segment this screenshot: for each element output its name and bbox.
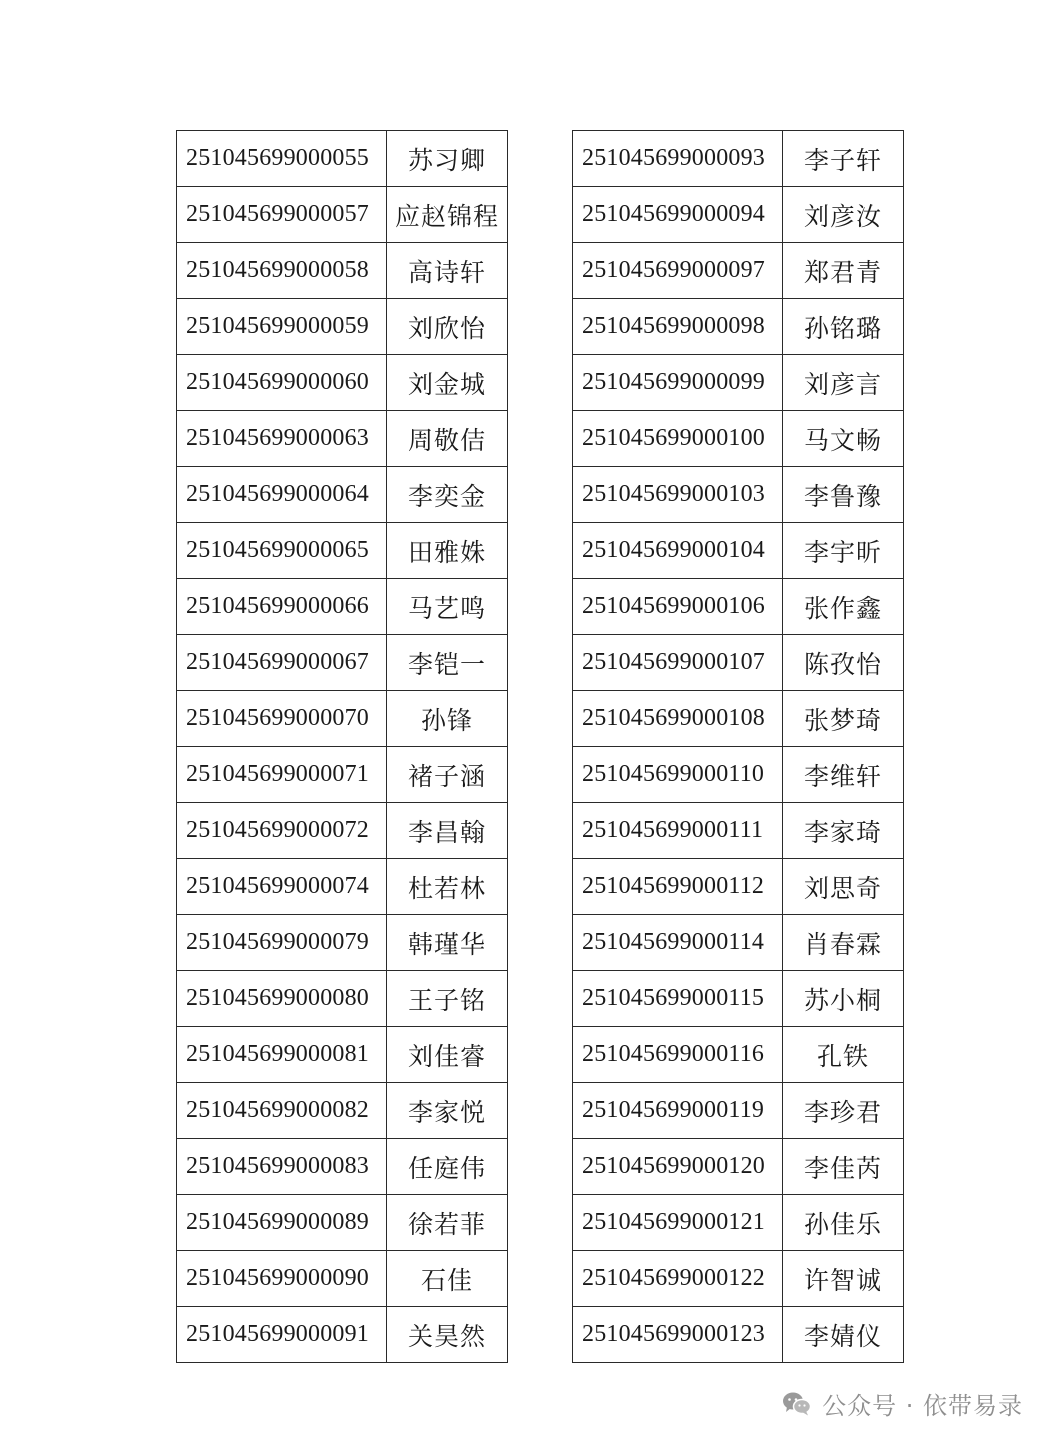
student-name-cell: 苏小桐 [783, 971, 904, 1027]
table-row [177, 1027, 508, 1083]
student-name-cell: 李珍君 [783, 1083, 904, 1139]
student-name-cell: 李佳芮 [783, 1139, 904, 1195]
student-name-cell: 李昌翰 [387, 803, 508, 859]
registration-number-cell: 251045699000072 [177, 803, 387, 859]
registration-number-cell: 251045699000123 [573, 1307, 783, 1363]
student-name-cell: 马文畅 [783, 411, 904, 467]
table-row [177, 411, 508, 467]
registration-number-cell: 251045699000081 [177, 1027, 387, 1083]
registration-number-cell: 251045699000108 [573, 691, 783, 747]
table-row [177, 859, 508, 915]
student-name-cell: 李奕金 [387, 467, 508, 523]
registration-number-cell: 251045699000064 [177, 467, 387, 523]
table-row [177, 803, 508, 859]
registration-number-cell: 251045699000071 [177, 747, 387, 803]
table-row [573, 1027, 904, 1083]
student-name-cell: 应赵锦程 [387, 187, 508, 243]
table-row [177, 579, 508, 635]
table-row [573, 1083, 904, 1139]
table-row [177, 299, 508, 355]
table-row [177, 1307, 508, 1363]
student-name-cell: 李子轩 [783, 131, 904, 187]
registration-number-cell: 251045699000063 [177, 411, 387, 467]
table-row [573, 299, 904, 355]
student-name-cell: 张作鑫 [783, 579, 904, 635]
table-row [573, 971, 904, 1027]
student-name-cell: 刘彦言 [783, 355, 904, 411]
student-name-cell: 马艺鸣 [387, 579, 508, 635]
registration-number-cell: 251045699000100 [573, 411, 783, 467]
student-name-cell: 陈孜怡 [783, 635, 904, 691]
registration-number-cell: 251045699000074 [177, 859, 387, 915]
table-row [573, 467, 904, 523]
watermark-text: 公众号 · 依带易录 [822, 1392, 1023, 1420]
student-name-cell: 关昊然 [387, 1307, 508, 1363]
student-name-cell: 石佳 [387, 1251, 508, 1307]
student-name-cell: 许智诚 [783, 1251, 904, 1307]
registration-number-cell: 251045699000120 [573, 1139, 783, 1195]
student-name-cell: 张梦琦 [783, 691, 904, 747]
registration-number-cell: 251045699000090 [177, 1251, 387, 1307]
student-name-cell: 刘思奇 [783, 859, 904, 915]
table-row [177, 1083, 508, 1139]
student-name-cell: 韩瑾华 [387, 915, 508, 971]
registration-number-cell: 251045699000089 [177, 1195, 387, 1251]
registration-number-cell: 251045699000099 [573, 355, 783, 411]
table-row [573, 747, 904, 803]
student-name-cell: 杜若林 [387, 859, 508, 915]
student-name-cell: 李铠一 [387, 635, 508, 691]
registration-number-cell: 251045699000097 [573, 243, 783, 299]
registration-number-cell: 251045699000067 [177, 635, 387, 691]
table-row [177, 467, 508, 523]
registration-number-cell: 251045699000110 [573, 747, 783, 803]
roster-table-right [572, 130, 904, 1363]
table-row [573, 803, 904, 859]
table-row [573, 411, 904, 467]
table-row [177, 915, 508, 971]
registration-number-cell: 251045699000115 [573, 971, 783, 1027]
registration-number-cell: 251045699000059 [177, 299, 387, 355]
table-row [573, 915, 904, 971]
registration-number-cell: 251045699000091 [177, 1307, 387, 1363]
student-name-cell: 刘彦汝 [783, 187, 904, 243]
table-row [573, 1195, 904, 1251]
student-name-cell: 苏习卿 [387, 131, 508, 187]
registration-number-cell: 251045699000116 [573, 1027, 783, 1083]
table-row [177, 187, 508, 243]
student-name-cell: 高诗轩 [387, 243, 508, 299]
registration-number-cell: 251045699000083 [177, 1139, 387, 1195]
registration-number-cell: 251045699000112 [573, 859, 783, 915]
student-name-cell: 孙佳乐 [783, 1195, 904, 1251]
table-row [177, 635, 508, 691]
student-name-cell: 褚子涵 [387, 747, 508, 803]
registration-number-cell: 251045699000104 [573, 523, 783, 579]
table-row [177, 523, 508, 579]
registration-number-cell: 251045699000079 [177, 915, 387, 971]
registration-number-cell: 251045699000119 [573, 1083, 783, 1139]
registration-number-cell: 251045699000070 [177, 691, 387, 747]
student-name-cell: 任庭伟 [387, 1139, 508, 1195]
student-name-cell: 李家悦 [387, 1083, 508, 1139]
registration-number-cell: 251045699000060 [177, 355, 387, 411]
registration-number-cell: 251045699000082 [177, 1083, 387, 1139]
student-name-cell: 孔铁 [783, 1027, 904, 1083]
student-name-cell: 李婧仪 [783, 1307, 904, 1363]
table-row [177, 355, 508, 411]
table-row [177, 1139, 508, 1195]
student-name-cell: 王子铭 [387, 971, 508, 1027]
student-name-cell: 田雅姝 [387, 523, 508, 579]
table-row [573, 859, 904, 915]
table-row [573, 187, 904, 243]
table-row [177, 1251, 508, 1307]
table-row [573, 1307, 904, 1363]
student-name-cell: 刘金城 [387, 355, 508, 411]
student-name-cell: 孙铭璐 [783, 299, 904, 355]
registration-number-cell: 251045699000093 [573, 131, 783, 187]
registration-number-cell: 251045699000066 [177, 579, 387, 635]
student-name-cell: 周敬佶 [387, 411, 508, 467]
registration-number-cell: 251045699000057 [177, 187, 387, 243]
table-row [573, 635, 904, 691]
student-name-cell: 郑君青 [783, 243, 904, 299]
table-row [177, 691, 508, 747]
registration-number-cell: 251045699000111 [573, 803, 783, 859]
wechat-icon [782, 1391, 812, 1417]
table-row [573, 355, 904, 411]
table-row [573, 691, 904, 747]
registration-number-cell: 251045699000094 [573, 187, 783, 243]
student-name-cell: 李鲁豫 [783, 467, 904, 523]
student-name-cell: 肖春霖 [783, 915, 904, 971]
registration-number-cell: 251045699000080 [177, 971, 387, 1027]
table-row [177, 971, 508, 1027]
watermark [782, 1386, 1023, 1421]
registration-number-cell: 251045699000114 [573, 915, 783, 971]
student-name-cell: 刘欣怡 [387, 299, 508, 355]
table-row [573, 1139, 904, 1195]
table-row [177, 131, 508, 187]
table-row [177, 747, 508, 803]
student-name-cell: 孙锋 [387, 691, 508, 747]
registration-number-cell: 251045699000055 [177, 131, 387, 187]
registration-number-cell: 251045699000121 [573, 1195, 783, 1251]
table-row [177, 243, 508, 299]
registration-number-cell: 251045699000106 [573, 579, 783, 635]
table-row [573, 243, 904, 299]
registration-number-cell: 251045699000103 [573, 467, 783, 523]
registration-number-cell: 251045699000065 [177, 523, 387, 579]
student-name-cell: 李宇昕 [783, 523, 904, 579]
table-row [573, 1251, 904, 1307]
registration-number-cell: 251045699000058 [177, 243, 387, 299]
student-name-cell: 李家琦 [783, 803, 904, 859]
registration-number-cell: 251045699000107 [573, 635, 783, 691]
table-row [573, 131, 904, 187]
table-row [177, 1195, 508, 1251]
registration-number-cell: 251045699000122 [573, 1251, 783, 1307]
registration-number-cell: 251045699000098 [573, 299, 783, 355]
roster-table-left [176, 130, 508, 1363]
roster-table-left-body [177, 131, 508, 1363]
student-name-cell: 刘佳睿 [387, 1027, 508, 1083]
table-row [573, 523, 904, 579]
table-row [573, 579, 904, 635]
roster-table-right-body [573, 131, 904, 1363]
student-name-cell: 李维轩 [783, 747, 904, 803]
student-name-cell: 徐若菲 [387, 1195, 508, 1251]
